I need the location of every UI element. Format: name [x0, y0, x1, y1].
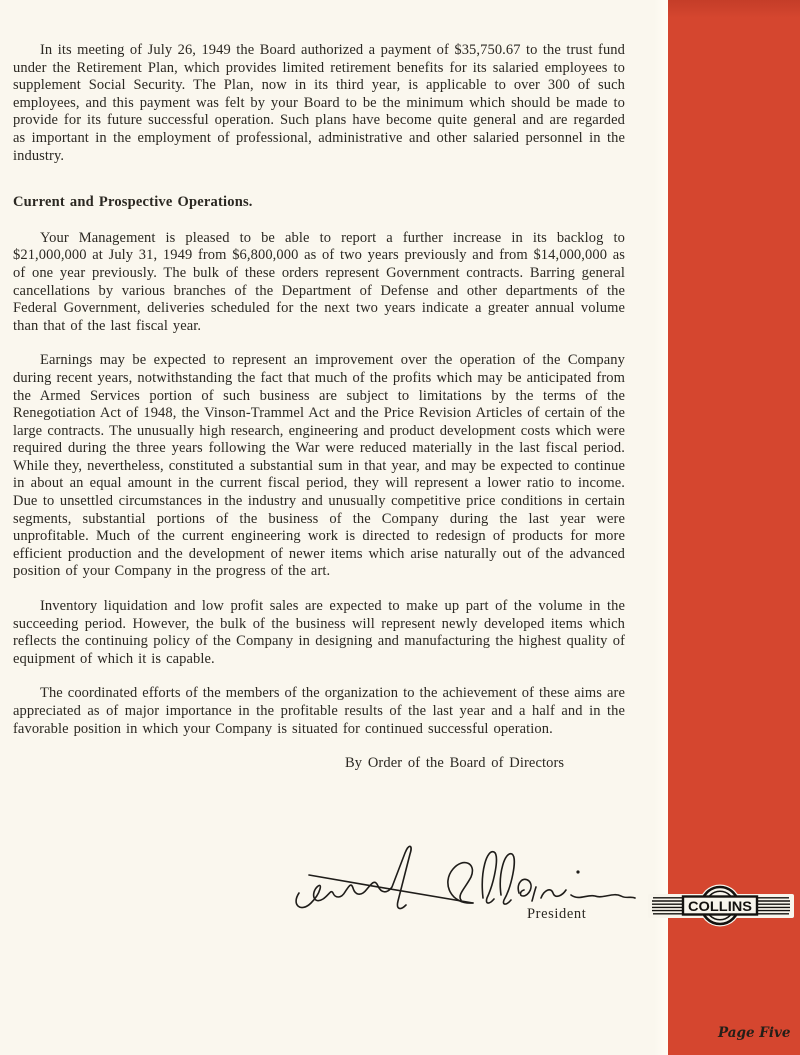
page-number-label: Page Five	[718, 1025, 791, 1041]
paragraph-retirement-plan: In its meeting of July 26, 1949 the Board authorized a payment of $35,750.67 to the trust fund under the Retirement Plan, which provides limited retirement benefits for its salaried employees to supplement Social Security. The Plan, now in its third year, is applicable to over 300 of such employees, and this payment was felt by your Board to be the minimum which should be made to provide for its future successful operation. Such plans have become quite general and are regarded as important in the employment of professional, administrative and other salaried personnel in the industry.	[13, 42, 625, 164]
collins-logo	[646, 884, 796, 928]
paragraph-coordinated-efforts: The coordinated efforts of the members of the organization to the achievement of these aims are appreciated as of major importance in the profitable results of the last year and a half and in the favorable position in which your Company is situated for continued successful operation.	[13, 685, 625, 737]
paragraph-backlog: Your Management is pleased to be able to report a further increase in its backlog to $21,000,000 at July 31, 1949 from $6,800,000 as of two years previously and from $14,000,000 as of one year previously. The bulk of these orders represent Government contracts. Barring general cancellations by various branches of the Department of Defense and other departments of the Federal Government, deliveries scheduled for the next two years indicate a greater annual volume than that of the last fiscal year.	[13, 229, 625, 334]
collins-logo-text: COLLINS	[688, 898, 752, 914]
paragraph-earnings: Earnings may be expected to represent an improvement over the operation of the Company during recent years, notwithstanding the fact that much of the profits which may be anticipated from the Armed Services portion of such business are subject to limitations by the terms of the Renegotiation Act of 1948, the Vinson-Trammel Act and the Price Revision Articles of certain of the large contracts. The unusually high research, engineering and product development costs which were required during the three years following the War were reduced materially in the last fiscal period. While they, nevertheless, constituted a substantial sum in that year, and may be expected to continue in about an equal amount in the current fiscal period, they will represent a lower ratio to income. Due to unsettled circumstances in the industry and unusually competitive price conditions in certain segments, substantial portions of the business of the Company during the last year were unprofitable. Much of the current engineering work is directed to redesign of products for more efficient production and the development of newer items which arise naturally out of the advanced position of your Company in the progress of the art.	[13, 352, 625, 580]
band-top-shade	[668, 0, 800, 18]
paragraph-inventory: Inventory liquidation and low profit sales are expected to make up part of the volume in the succeeding period. However, the bulk of the business will represent newly developed items which reflects the continuing policy of the Company in designing and manufacturing the highest quality of equipment of which it is capable.	[13, 598, 625, 667]
president-title: President	[527, 906, 587, 922]
section-heading: Current and Prospective Operations.	[13, 194, 253, 211]
report-text-block	[13, 42, 625, 790]
board-order-line: By Order of the Board of Directors	[345, 755, 565, 772]
